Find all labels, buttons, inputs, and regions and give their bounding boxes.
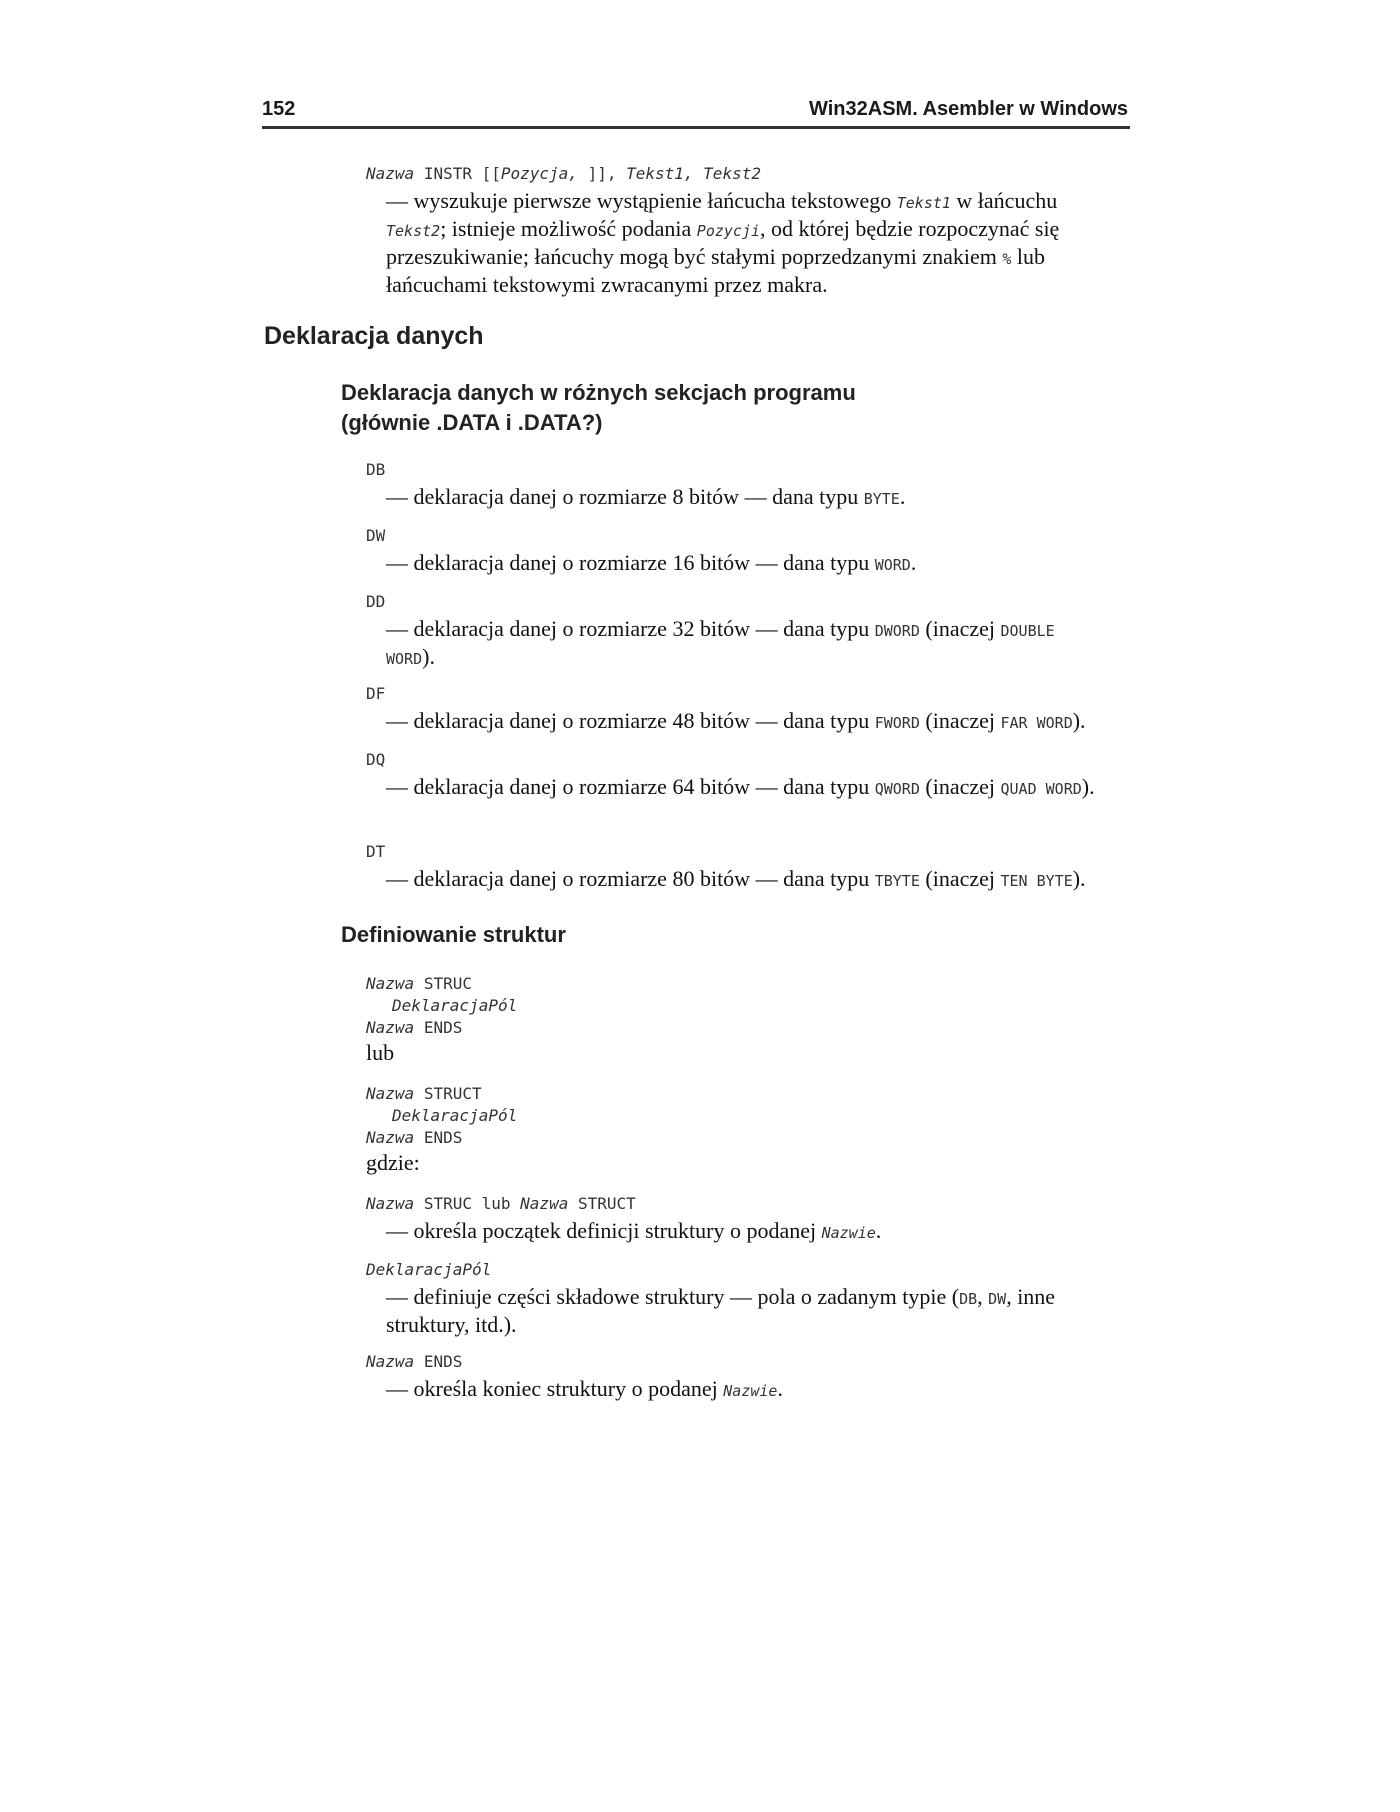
definition-term: DeklaracjaPól [366, 1260, 492, 1279]
definition-description: — określa początek definicji struktury o podanej Nazwie. [386, 1218, 882, 1243]
code-line: Nazwa STRUCT [366, 1084, 482, 1103]
directive-description: — deklaracja danej o rozmiarze 8 bitów — dana typu BYTE. [386, 484, 906, 509]
directive-name: DF [366, 684, 386, 703]
directive-description: — deklaracja danej o rozmiarze 80 bitów — dana typu TBYTE (inaczej TEN BYTE). [386, 866, 1086, 891]
instr-description: — wyszukuje pierwsze wystąpienie łańcucha tekstowego Tekst1 w łańcuchu Tekst2; istnieje możliwość podania Pozycji, od której będzie rozpoczynać się przeszukiwanie; łańcuchy mogą być stałymi poprzedzanymi znakiem % lub łańcuchami tekstowymi zwracanymi przez makra. [386, 188, 1060, 297]
page-number: 152 [262, 98, 296, 120]
directive-description: — deklaracja danej o rozmiarze 32 bitów — dana typu DWORD (inaczej DOUBLE WORD). [386, 616, 1055, 669]
directive-name: DD [366, 592, 386, 611]
definition-term: Nazwa ENDS [366, 1352, 463, 1371]
code-line: DeklaracjaPól [392, 996, 518, 1015]
code-line: DeklaracjaPól [392, 1106, 518, 1125]
connector-text: gdzie: [366, 1150, 420, 1175]
directive-description: — deklaracja danej o rozmiarze 48 bitów — dana typu FWORD (inaczej FAR WORD). [386, 708, 1086, 733]
directive-name: DQ [366, 750, 386, 769]
running-header [262, 96, 1130, 129]
connector-text: lub [366, 1040, 395, 1065]
directive-name: DB [366, 460, 386, 479]
running-title: Win32ASM. Asembler w Windows [809, 98, 1128, 120]
instr-signature: Nazwa INSTR [[Pozycja, ]], Tekst1, Tekst2 [366, 164, 761, 183]
subsection-title-1: Deklaracja danych w różnych sekcjach programu (głównie .DATA i .DATA?) [341, 380, 856, 435]
definition-description: — określa koniec struktury o podanej Nazwie. [386, 1376, 783, 1401]
directive-name: DT [366, 842, 386, 861]
directive-description: — deklaracja danej o rozmiarze 64 bitów — dana typu QWORD (inaczej QUAD WORD). [386, 774, 1095, 799]
code-line: Nazwa ENDS [366, 1018, 463, 1037]
directive-description: — deklaracja danej o rozmiarze 16 bitów — dana typu WORD. [386, 550, 917, 575]
directive-name: DW [366, 526, 386, 545]
code-line: Nazwa ENDS [366, 1128, 463, 1147]
section-title: Deklaracja danych [264, 322, 484, 350]
code-line: Nazwa STRUC [366, 974, 472, 993]
definition-description: — definiuje części składowe struktury — pola o zadanym typie (DB, DW, inne struktury, itd.). [386, 1284, 1056, 1337]
subsection-title-2: Definiowanie struktur [341, 922, 566, 947]
definition-term: Nazwa STRUC lub Nazwa STRUCT [366, 1194, 636, 1213]
